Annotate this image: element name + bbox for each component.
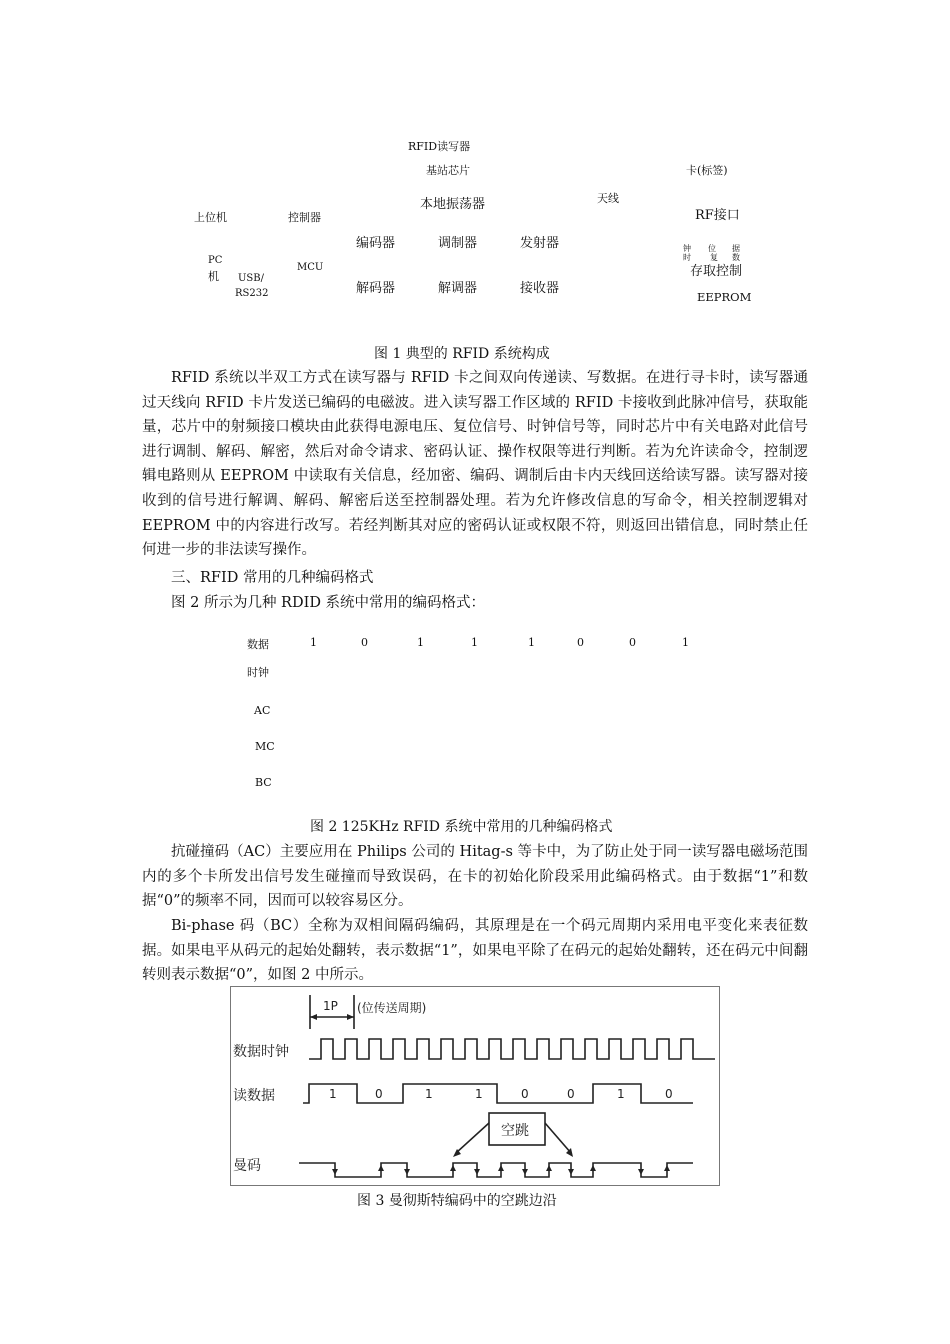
fig3-bit: 0	[665, 1087, 673, 1101]
fig3-bit: 1	[329, 1087, 337, 1101]
fig2-clock-label: 时钟	[247, 666, 269, 679]
fig2-bit: 1	[310, 636, 317, 649]
fig1-host-label: 上位机	[194, 211, 227, 224]
fig1-eeprom-label: EEPROM	[697, 290, 752, 304]
fig3-read-label: 读数据	[233, 1088, 275, 1104]
manchester-waveform	[299, 1163, 693, 1177]
figure-1-caption: 图 1 典型的 RFID 系统构成	[374, 346, 550, 362]
fig1-clock-char: 钟	[683, 244, 691, 253]
fig2-bc-label: BC	[255, 776, 272, 789]
period-arrowhead-right	[347, 1014, 354, 1020]
fig1-bit-char: 位	[708, 244, 716, 253]
clock-waveform	[309, 1039, 715, 1059]
fig1-mcu-label: MCU	[297, 262, 324, 273]
fig2-bit: 1	[471, 636, 478, 649]
fig1-antenna-label: 天线	[597, 192, 619, 205]
read-data-waveform	[303, 1084, 693, 1103]
figure-3	[230, 986, 720, 1186]
fig1-rs232-label: RS232	[235, 288, 269, 299]
fig1-demodulator-label: 解调器	[438, 281, 478, 296]
fig3-bit: 0	[375, 1087, 383, 1101]
fig2-bit: 0	[629, 636, 636, 649]
edge-arrow-up	[450, 1165, 456, 1171]
fig1-reset-char: 复	[710, 253, 718, 262]
fig1-reader-label: RFID读写器	[408, 140, 471, 153]
fig1-access-control-label: 存取控制	[690, 264, 743, 279]
edge-arrow-down	[332, 1169, 338, 1175]
fig3-bit: 0	[567, 1087, 575, 1101]
edge-arrow-up	[664, 1165, 670, 1171]
fig1-count-char: 数	[732, 253, 740, 262]
fig1-machine-label: 机	[208, 270, 219, 283]
fig3-manchester-label: 曼码	[233, 1158, 261, 1174]
fig1-receiver-label: 接收器	[520, 281, 560, 296]
edge-arrow-up	[546, 1165, 552, 1171]
fig1-transmitter-label: 发射器	[520, 236, 560, 251]
fig1-controller-label: 控制器	[288, 211, 321, 224]
paragraph-bc-code: Bi-phase 码（BC）全称为双相间隔码编码，其原理是在一个码元周期内采用电平变化来表征数据。如果电平从码元的起始处翻转，表示数据“1”，如果电平除了在码元的起始处翻转，还在码元中间翻转则表示数据“0”，如图 2 中所示。	[142, 918, 808, 984]
fig1-rf-interface-label: RF接口	[695, 208, 740, 223]
edge-arrow-up	[498, 1165, 504, 1171]
fig1-oscillator-label: 本地振荡器	[420, 197, 486, 212]
period-arrowhead-left	[310, 1014, 317, 1020]
fig2-bit: 0	[361, 636, 368, 649]
fig3-period-note: (位传送周期)	[357, 1001, 427, 1015]
fig1-card-label: 卡(标签)	[686, 164, 728, 177]
fig3-clock-label: 数据时钟	[233, 1044, 289, 1060]
edge-arrow-down	[638, 1169, 644, 1175]
fig3-bit: 1	[425, 1087, 433, 1101]
edge-arrow-down	[568, 1169, 574, 1175]
fig3-skip-label: 空跳	[501, 1123, 529, 1139]
fig2-data-label: 数据	[247, 638, 269, 651]
fig2-bit: 1	[528, 636, 535, 649]
fig1-time-char: 时	[683, 253, 691, 262]
fig2-bit: 1	[682, 636, 689, 649]
fig3-bit: 0	[521, 1087, 529, 1101]
figure-2-caption: 图 2 125KHz RFID 系统中常用的几种编码格式	[310, 819, 613, 835]
edge-arrow-down	[474, 1169, 480, 1175]
fig1-encoder-label: 编码器	[356, 236, 396, 251]
skip-pointer-left	[456, 1123, 489, 1153]
section-heading-3: 三、RFID 常用的几种编码格式	[171, 570, 374, 586]
edge-arrow-down	[404, 1169, 410, 1175]
edge-arrow-up	[590, 1165, 596, 1171]
fig1-base-chip-label: 基站芯片	[426, 164, 470, 177]
fig1-decoder-label: 解码器	[356, 281, 396, 296]
fig1-data-char: 据	[732, 244, 740, 253]
fig2-bit: 1	[417, 636, 424, 649]
fig3-bit: 1	[475, 1087, 483, 1101]
skip-pointer-right	[545, 1123, 571, 1153]
fig1-modulator-label: 调制器	[438, 236, 478, 251]
fig2-bit: 0	[577, 636, 584, 649]
edge-arrow-down	[522, 1169, 528, 1175]
paragraph-rfid-operation: RFID 系统以半双工方式在读写器与 RFID 卡之间双向传递读、写数据。在进行寻卡时，读写器通过天线向 RFID 卡片发送已编码的电磁波。进入读写器工作区域的 RFID 卡接收到此脉冲信号，获取能量，芯片中的射频接口模块由此获得电源电压、复位信号、时钟信号等，同时芯片中有关电路对此信号进行调制、解码、解密，然后对命令请求、密码认证、操作权限等进行判断。若为允许读命令，控制逻辑电路则从 EEPROM 中读取有关信息，经加密、编码、调制后由卡内天线回送给读写器。读写器对接收到的信号进行解调、解码、解密后送至控制器处理。若为允许修改信息的写命令，相关控制逻辑对 EEPROM 中的内容进行改写。若经判断其对应的密码认证或权限不符，则返回出错信息，同时禁止任何进一步的非法读写操作。	[142, 370, 808, 559]
fig2-ac-label: AC	[254, 704, 271, 717]
fig3-bit: 1	[617, 1087, 625, 1101]
fig1-usb-label: USB/	[238, 273, 264, 284]
edge-arrow-up	[378, 1165, 384, 1171]
fig3-period-label: 1P	[323, 999, 338, 1013]
paragraph-figure2-intro: 图 2 所示为几种 RDID 系统中常用的编码格式：	[171, 595, 486, 611]
paragraph-ac-code: 抗碰撞码（AC）主要应用在 Philips 公司的 Hitag-s 等卡中，为了防止处于同一读写器电磁场范围内的多个卡所发出信号发生碰撞而导致误码，在卡的初始化阶段采用此编码格式。由于数据“1”和数据“0”的频率不同，因而可以较容易区分。	[142, 844, 808, 910]
fig2-mc-label: MC	[255, 740, 275, 753]
fig1-pc-label: PC	[208, 255, 223, 266]
figure-3-caption: 图 3 曼彻斯特编码中的空跳边沿	[357, 1193, 557, 1209]
